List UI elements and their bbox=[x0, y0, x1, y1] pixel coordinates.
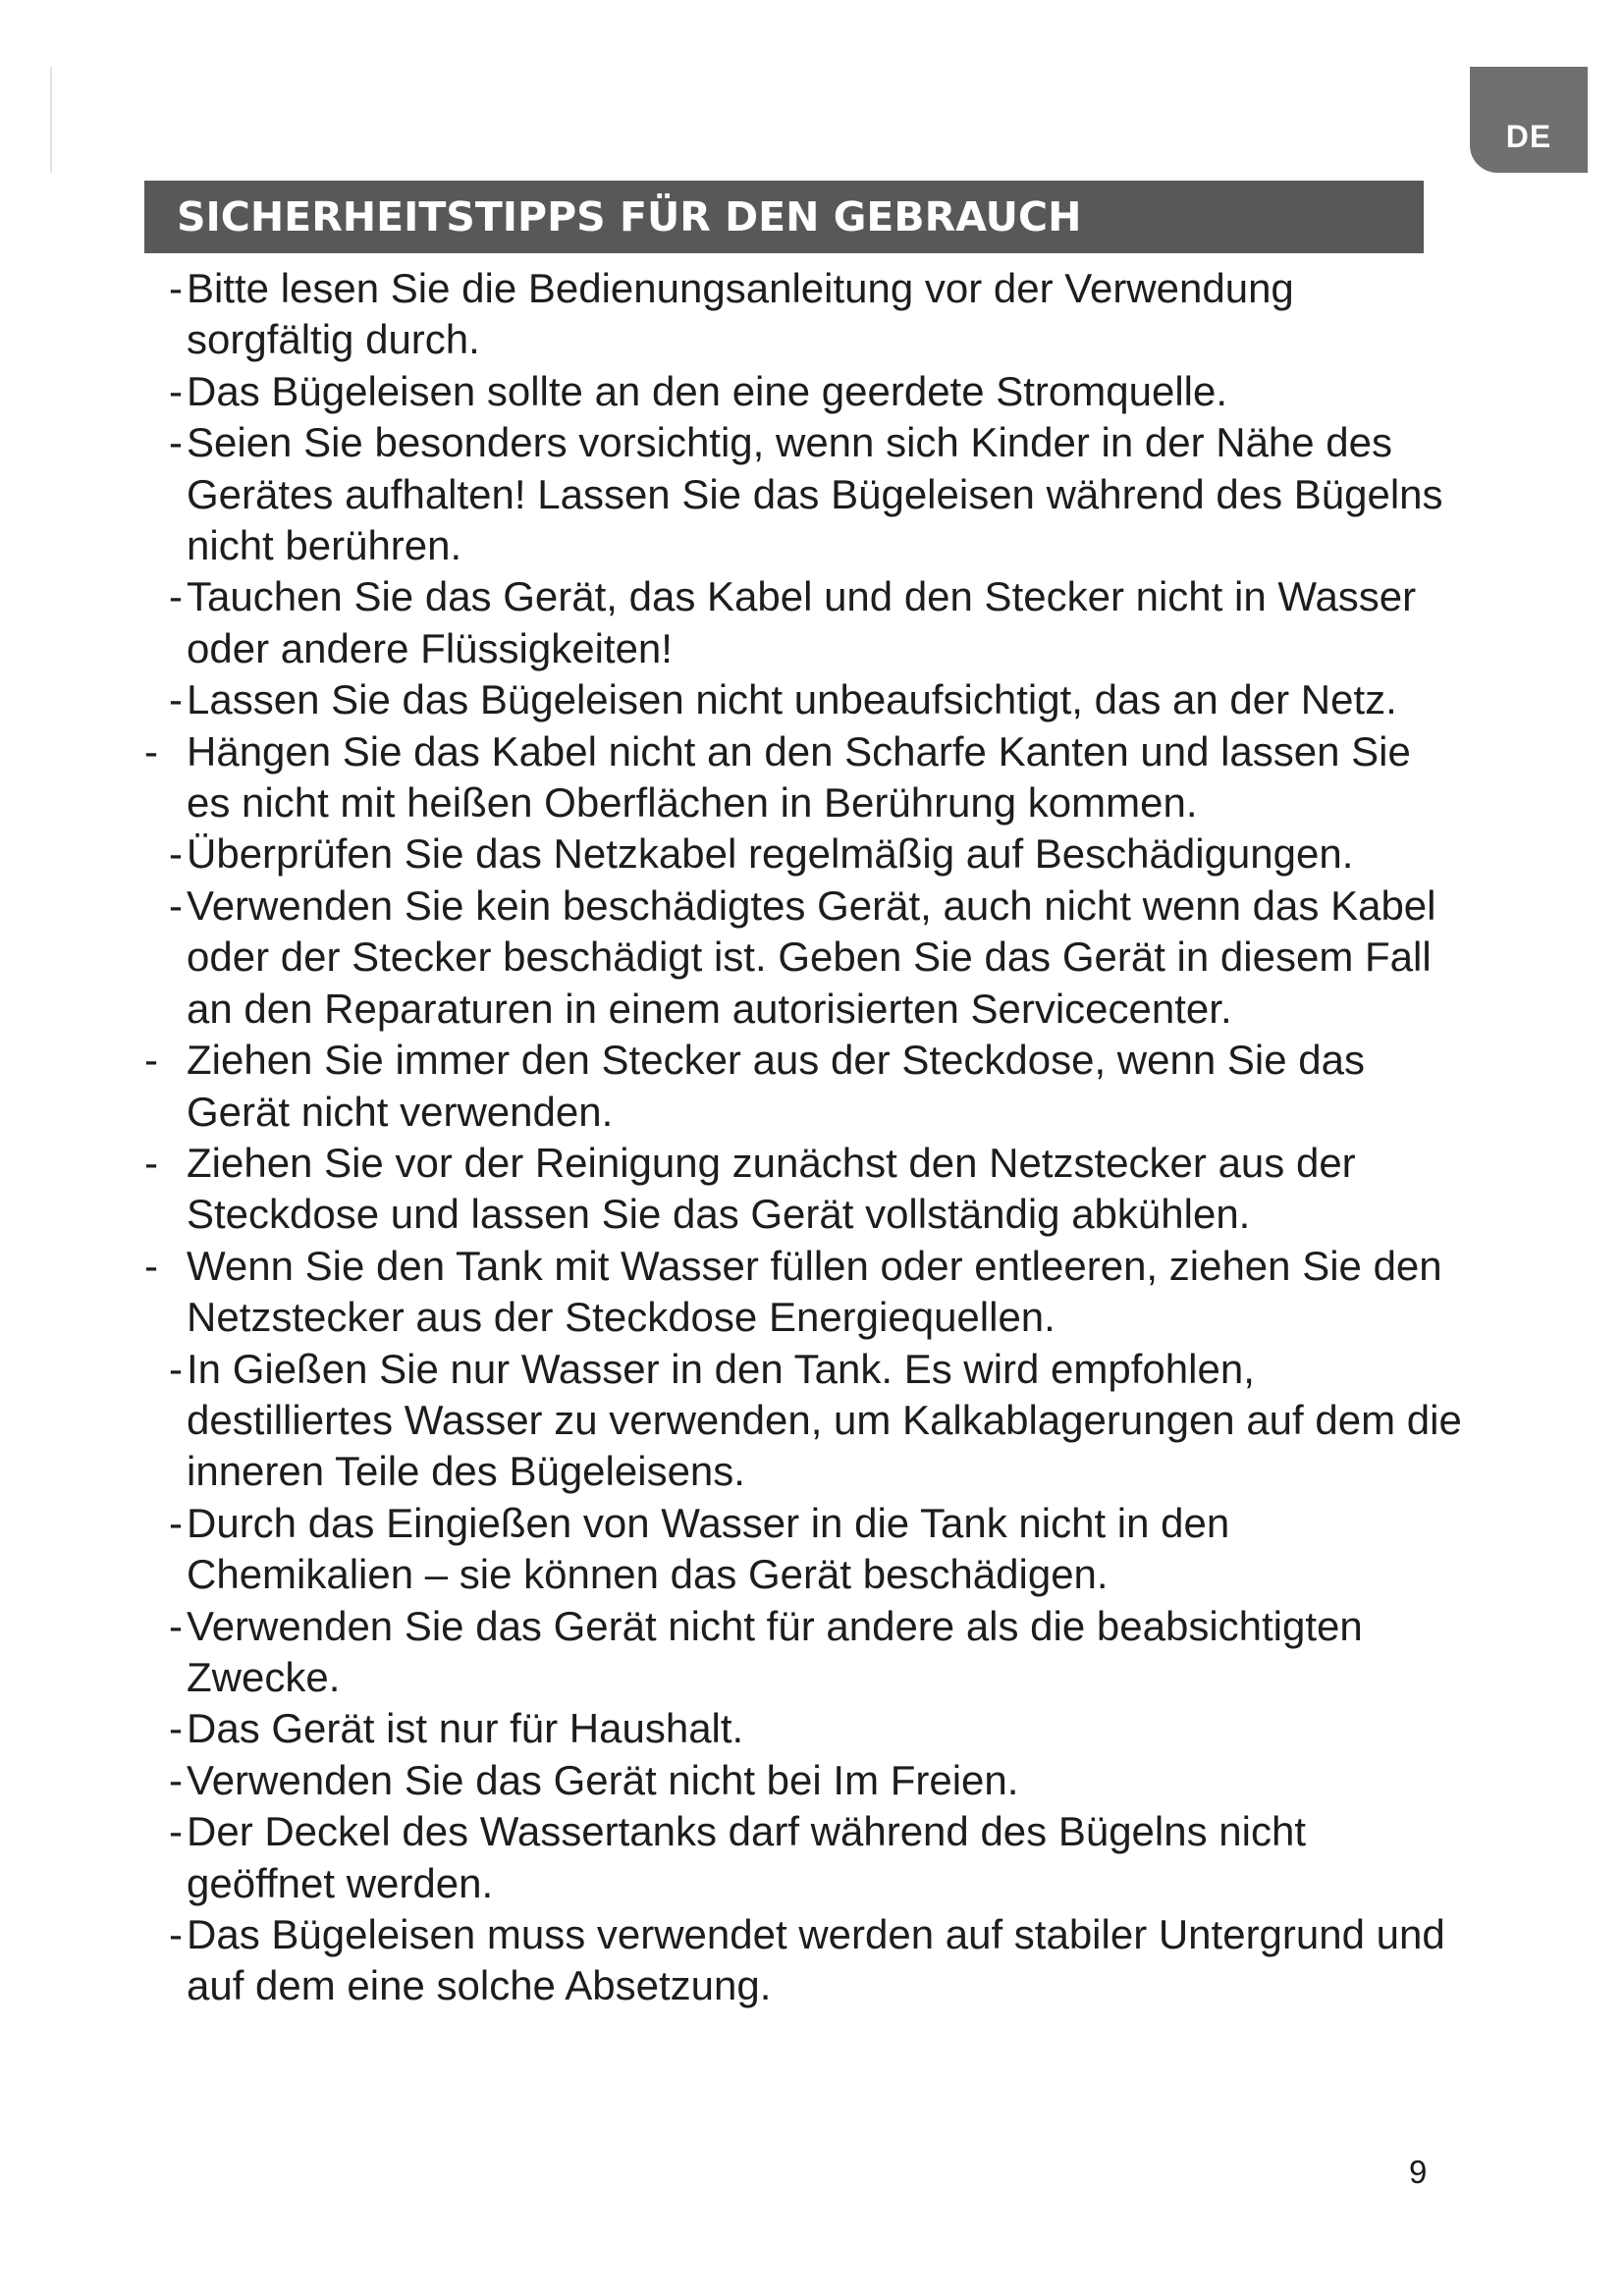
bullet-dash: - bbox=[169, 1705, 183, 1752]
bullet-dash: - bbox=[169, 265, 183, 311]
bullet-dash: - bbox=[169, 676, 183, 723]
list-item bbox=[0, 1241, 1463, 1344]
list-item-text: Wenn Sie den Tank mit Wasser füllen oder entleeren, ziehen Sie den Netzstecker aus der Steckdose Energiequellen. bbox=[187, 1242, 1442, 1341]
list-item-text: Das Gerät ist nur für Haushalt. bbox=[187, 1705, 744, 1752]
safety-tips-list bbox=[0, 263, 1624, 2012]
list-item bbox=[0, 366, 1463, 417]
list-item-text: Bitte lesen Sie die Bedienungsanleitung vor der Verwendung sorgfältig durch. bbox=[187, 265, 1294, 363]
list-item bbox=[0, 1498, 1463, 1601]
bullet-dash: - bbox=[169, 1345, 183, 1392]
bullet-dash: - bbox=[169, 367, 183, 414]
list-item-text: In Gießen Sie nur Wasser in den Tank. Es wird empfohlen, destilliertes Wasser zu verwenden, um Kalkablagerungen auf dem die inneren Teile des Bügeleisens. bbox=[187, 1345, 1462, 1495]
list-item-text: Seien Sie besonders vorsichtig, wenn sich Kinder in der Nähe des Gerätes aufhalten! Lassen Sie das Bügeleisen während des Bügelns nicht berühren. bbox=[187, 419, 1443, 569]
list-item-text: Überprüfen Sie das Netzkabel regelmäßig auf Beschädigungen. bbox=[187, 830, 1354, 878]
list-item bbox=[0, 263, 1463, 366]
list-item-text: Ziehen Sie vor der Reinigung zunächst den Netzstecker aus der Steckdose und lassen Sie das Gerät vollständig abkühlen. bbox=[187, 1139, 1356, 1238]
bullet-dash: - bbox=[169, 881, 183, 929]
list-item-text: Durch das Eingießen von Wasser in die Tank nicht in den Chemikalien – sie können das Gerät beschädigen. bbox=[187, 1499, 1230, 1598]
bullet-dash: - bbox=[169, 1602, 183, 1649]
section-header bbox=[144, 181, 1424, 253]
list-item-text: Ziehen Sie immer den Stecker aus der Steckdose, wenn Sie das Gerät nicht verwenden. bbox=[187, 1037, 1365, 1135]
list-item-text: Tauchen Sie das Gerät, das Kabel und den Stecker nicht in Wasser oder andere Flüssigkeiten! bbox=[187, 573, 1417, 671]
list-item bbox=[0, 881, 1463, 1035]
page-number: 9 bbox=[1409, 2154, 1428, 2190]
bullet-dash: - bbox=[169, 1808, 183, 1855]
list-item-text: Der Deckel des Wassertanks darf während des Bügelns nicht geöffnet werden. bbox=[187, 1808, 1306, 1906]
bullet-dash: - bbox=[144, 1242, 158, 1289]
list-item bbox=[0, 1035, 1463, 1138]
list-item-text: Verwenden Sie das Gerät nicht für andere als die beabsichtigten Zwecke. bbox=[187, 1602, 1363, 1700]
list-item-text: Lassen Sie das Bügeleisen nicht unbeaufsichtigt, das an der Netz. bbox=[187, 676, 1397, 723]
bullet-dash: - bbox=[169, 1911, 183, 1957]
list-item bbox=[0, 1806, 1463, 1909]
list-item bbox=[0, 1909, 1463, 2012]
list-item-text: Das Bügeleisen muss verwendet werden auf stabiler Untergrund und auf dem eine solche Absetzung. bbox=[187, 1911, 1445, 2009]
list-item-text: Verwenden Sie kein beschädigtes Gerät, auch nicht wenn das Kabel oder der Stecker beschädigt ist. Geben Sie das Gerät in diesem Fall an den Reparaturen in einem autorisierten Servicecenter. bbox=[187, 881, 1436, 1032]
list-item bbox=[0, 828, 1463, 880]
list-item-text: Verwenden Sie das Gerät nicht bei Im Freien. bbox=[187, 1756, 1019, 1803]
bullet-dash: - bbox=[169, 1756, 183, 1803]
list-item bbox=[0, 674, 1463, 725]
bullet-dash: - bbox=[144, 1139, 158, 1186]
list-item bbox=[0, 1755, 1463, 1806]
language-tab-label: DE bbox=[1505, 119, 1552, 154]
list-item-text: Hängen Sie das Kabel nicht an den Scharfe Kanten und lassen Sie es nicht mit heißen Oberflächen in Berührung kommen. bbox=[187, 727, 1411, 827]
bullet-dash: - bbox=[169, 830, 183, 878]
section-title: SICHERHEITSTIPPS FÜR DEN GEBRAUCH bbox=[177, 193, 1082, 240]
margin-rule bbox=[50, 67, 52, 173]
bullet-dash: - bbox=[144, 727, 158, 774]
list-item bbox=[0, 1601, 1463, 1704]
bullet-dash: - bbox=[169, 1499, 183, 1546]
list-item bbox=[0, 1703, 1463, 1754]
list-item-text: Das Bügeleisen sollte an den eine geerdete Stromquelle. bbox=[187, 367, 1228, 414]
list-item bbox=[0, 417, 1463, 571]
list-item bbox=[0, 1344, 1463, 1498]
list-item bbox=[0, 571, 1463, 674]
list-item bbox=[0, 1138, 1463, 1241]
bullet-dash: - bbox=[144, 1037, 158, 1084]
bullet-dash: - bbox=[169, 573, 183, 620]
list-item bbox=[0, 726, 1463, 829]
language-tab bbox=[1470, 67, 1588, 173]
bullet-dash: - bbox=[169, 419, 183, 466]
